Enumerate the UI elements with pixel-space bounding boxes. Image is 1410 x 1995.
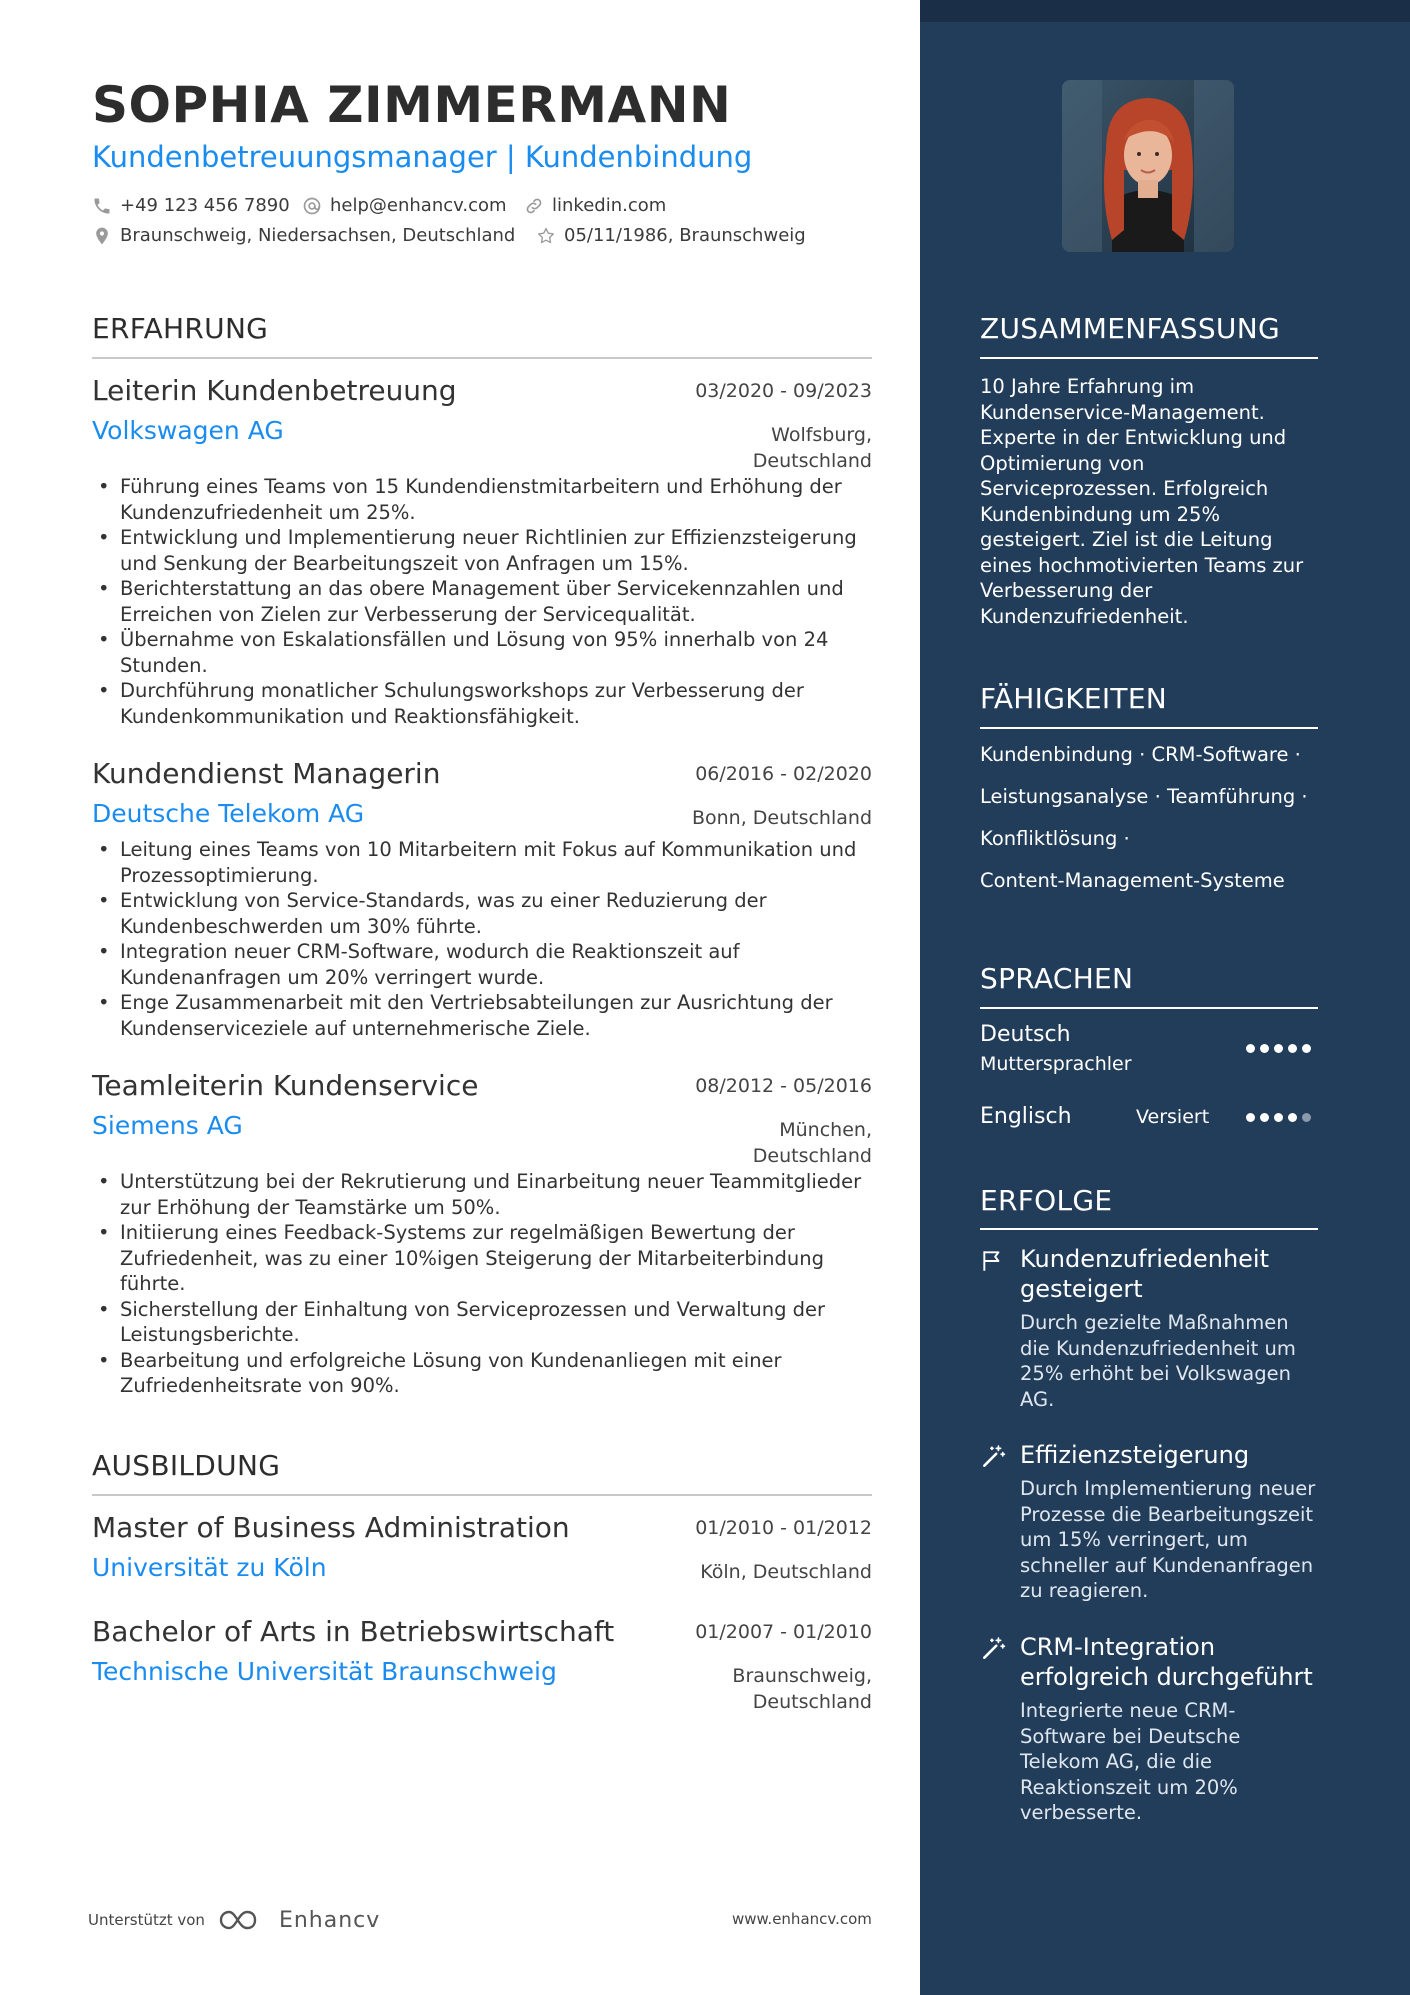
skills-divider [980,727,1318,729]
language-level: Versiert [1136,1106,1210,1128]
job-location [753,1117,872,1169]
magic-wand-icon [980,1636,1006,1662]
bullet-item: • Durchführung monatlicher Schulungsworkshops zur Verbesserung der Kundenkommunikation und Reaktionsfähigkeit. [92,678,872,729]
rating-dot [1288,1113,1297,1122]
phone-text: +49 123 456 7890 [120,195,290,216]
skills-heading: FÄHIGKEITEN [980,682,1168,715]
education-date: 01/2010 - 01/2012 [695,1517,872,1539]
portrait-image [1062,80,1234,252]
email-text[interactable]: help@enhancv.com [330,195,507,216]
job-location-line: Bonn, Deutschland [691,807,872,829]
education-entry [92,1511,872,1591]
achievement-title: CRM-Integration erfolgreich durchgeführt [1020,1633,1313,1691]
achievement-item [980,1632,1318,1832]
education-location [700,1559,872,1585]
achievements-divider [980,1228,1318,1230]
job-location-line: Deutschland [752,450,872,472]
achievement-desc: Durch gezielte Maßnahmen die Kundenzufriedenheit um 25% erhöht bei Volkswagen AG. [1020,1311,1296,1411]
rating-dot [1288,1044,1297,1053]
language-rating [1246,1044,1311,1053]
bullet-item: • Übernahme von Eskalationsfällen und Lösung von 95% innerhalb von 24 Stunden. [92,627,872,678]
job-bullets [92,837,872,1041]
at-icon [302,196,322,216]
education-entry [92,1615,872,1715]
link-icon [524,196,544,216]
job-date: 06/2016 - 02/2020 [695,763,872,785]
rating-dot [1302,1113,1311,1122]
job-location-line: Deutschland [752,1145,872,1167]
experience-heading: ERFAHRUNG [92,312,269,345]
language-name: Englisch [980,1104,1072,1129]
job-entry [92,1069,872,1409]
education-location-line: Köln, Deutschland [700,1561,872,1583]
education-divider [92,1494,872,1496]
contact-birth [536,225,806,246]
phone-icon [92,196,112,216]
achievement-item [980,1244,1318,1424]
rating-dot [1246,1113,1255,1122]
bullet-item: • Bearbeitung und erfolgreiche Lösung von Kundenanliegen mit einer Zufriedenheitsrate von 90%. [92,1348,872,1399]
language-rating [1246,1113,1311,1122]
job-entry [92,374,872,734]
skills-line: Leistungsanalyse · Teamführung · [980,785,1308,808]
job-location [753,422,872,474]
enhancv-logo-icon [217,1907,267,1933]
powered-by-text: Unterstützt von [88,1911,205,1929]
education-heading: AUSBILDUNG [92,1449,281,1482]
job-location [692,805,872,831]
contact-location [92,225,515,246]
languages-heading: SPRACHEN [980,962,1134,995]
star-icon [536,226,556,246]
rating-dot [1274,1044,1283,1053]
education-date: 01/2007 - 01/2010 [695,1621,872,1643]
skills-line: Konfliktlösung · [980,827,1130,850]
job-bullets [92,1169,872,1399]
profile-photo [1062,80,1234,252]
language-level: Muttersprachler [980,1053,1132,1075]
degree-title: Master of Business Administration [92,1511,570,1544]
achievement-desc: Integrierte neue CRM-Software bei Deutsche Telekom AG, die die Reaktionszeit um 20% verbesserte. [1020,1699,1241,1824]
job-company[interactable]: Volkswagen AG [92,416,284,445]
achievement-item [980,1440,1318,1610]
bullet-item: • Initiierung eines Feedback-Systems zur regelmäßigen Bewertung der Zufriedenheit, was zu einer 10%igen Steigerung der Mitarbeiterbindung führte. [92,1220,872,1297]
contact-email[interactable] [302,195,507,216]
candidate-subtitle: Kundenbetreuungsmanager | Kundenbindung [92,140,753,174]
job-bullets [92,474,872,729]
location-text: Braunschweig, Niedersachsen, Deutschland [120,225,516,246]
experience-divider [92,357,872,359]
bullet-item: • Entwicklung von Service-Standards, was zu einer Reduzierung der Kundenbeschwerden um 30% führte. [92,888,872,939]
flag-icon [980,1248,1006,1274]
achievement-title: Effizienzsteigerung [1020,1441,1250,1469]
school-name[interactable]: Technische Universität Braunschweig [92,1657,557,1686]
contact-phone [92,195,290,216]
degree-title: Bachelor of Arts in Betriebswirtschaft [92,1615,615,1648]
education-location-line: Braunschweig, [732,1665,872,1687]
job-title: Leiterin Kundenbetreuung [92,374,457,407]
rating-dot [1260,1044,1269,1053]
job-title: Teamleiterin Kundenservice [92,1069,479,1102]
school-name[interactable]: Universität zu Köln [92,1553,327,1582]
candidate-name: SOPHIA ZIMMERMANN [92,76,732,134]
rating-dot [1302,1044,1311,1053]
rating-dot [1246,1044,1255,1053]
rating-dot [1260,1113,1269,1122]
job-date: 08/2012 - 05/2016 [695,1075,872,1097]
footer-website[interactable]: www.enhancv.com [732,1910,872,1928]
job-company[interactable]: Siemens AG [92,1111,243,1140]
languages-divider [980,1007,1318,1009]
birth-text: 05/11/1986, Braunschweig [564,225,806,246]
education-location-line: Deutschland [752,1691,872,1713]
bullet-item: • Leitung eines Teams von 10 Mitarbeitern mit Fokus auf Kommunikation und Prozessoptimierung. [92,837,872,888]
job-entry [92,757,872,1057]
skills-line: Kundenbindung · CRM-Software · [980,743,1301,766]
bullet-item: • Unterstützung bei der Rekrutierung und Einarbeitung neuer Teammitglieder zur Erhöhung der Teamstärke um 50%. [92,1169,872,1220]
bullet-item: • Berichterstattung an das obere Management über Servicekennzahlen und Erreichen von Zielen zur Verbesserung der Servicequalität. [92,576,872,627]
achievement-title: Kundenzufriedenheit gesteigert [1020,1245,1269,1303]
language-name: Deutsch [980,1022,1071,1047]
job-location-line: München, [779,1119,872,1141]
achievements-heading: ERFOLGE [980,1184,1113,1217]
summary-text: 10 Jahre Erfahrung im Kundenservice-Management. Experte in der Entwicklung und Optimierung von Serviceprozessen. Erfolgreich Kundenbindung um 25% gesteigert. Ziel ist die Leitung eines hochmotivierten Teams zur Verbesserung der Kundenzufriedenheit. [980,375,1304,628]
achievement-desc: Durch Implementierung neuer Prozesse die Bearbeitungszeit um 15% verringert, um schneller auf Kundenanfragen zu reagieren. [1020,1477,1316,1602]
brand-name: Enhancv [278,1907,381,1933]
bullet-item: • Enge Zusammenarbeit mit den Vertriebsabteilungen zur Ausrichtung der Kundenserviceziele auf unternehmerische Ziele. [92,990,872,1041]
job-company[interactable]: Deutsche Telekom AG [92,799,365,828]
skills-line: Content-Management-Systeme [980,869,1285,892]
bullet-item: • Führung eines Teams von 15 Kundendienstmitarbeitern und Erhöhung der Kundenzufriedenheit um 25%. [92,474,872,525]
summary-divider [980,357,1318,359]
linkedin-text[interactable]: linkedin.com [552,195,667,216]
footer-powered [88,1907,380,1933]
education-location [732,1663,872,1715]
rating-dot [1274,1113,1283,1122]
job-date: 03/2020 - 09/2023 [695,380,872,402]
job-title: Kundendienst Managerin [92,757,441,790]
magic-wand-icon [980,1444,1006,1470]
sidebar-top-bar [920,0,1410,22]
summary-heading: ZUSAMMENFASSUNG [980,312,1280,345]
job-location-line: Wolfsburg, [771,424,872,446]
bullet-item: • Sicherstellung der Einhaltung von Serviceprozessen und Verwaltung der Leistungsberichte. [92,1297,872,1348]
bullet-item: • Integration neuer CRM-Software, wodurch die Reaktionszeit auf Kundenanfragen um 20% verringert wurde. [92,939,872,990]
location-pin-icon [92,226,112,246]
contact-linkedin[interactable] [524,195,666,216]
bullet-item: • Entwicklung und Implementierung neuer Richtlinien zur Effizienzsteigerung und Senkung der Bearbeitungszeit von Anfragen um 15%. [92,525,872,576]
